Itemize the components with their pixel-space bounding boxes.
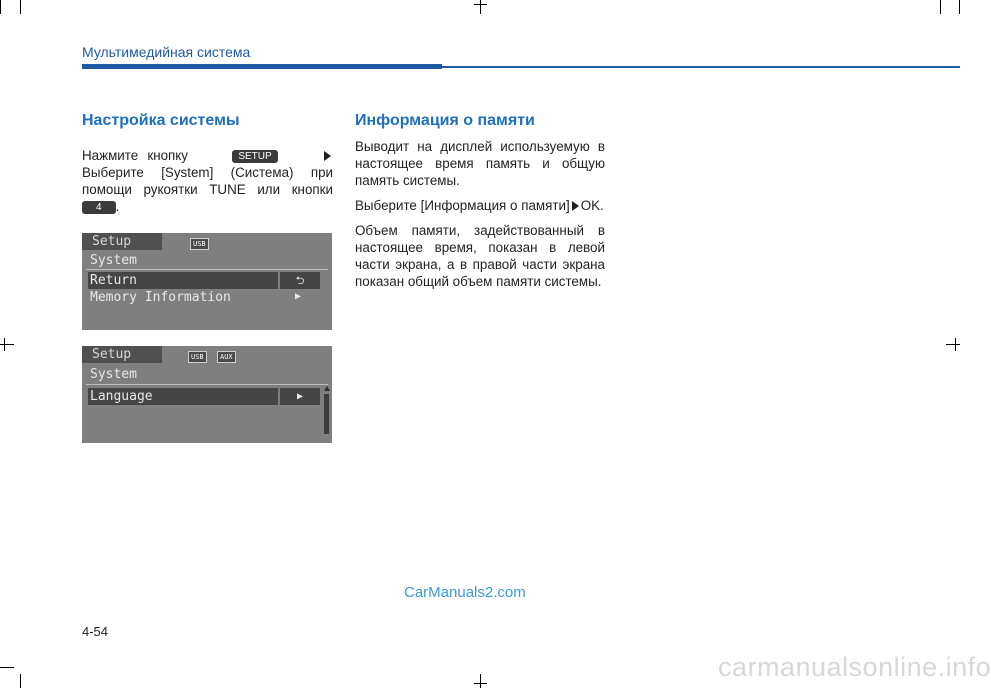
crop-mark xyxy=(0,0,1,14)
crop-mark xyxy=(20,0,21,14)
instruction-text-2: Выберите [System] (Система) при помощи рукоятки TUNE или кнопки xyxy=(82,165,333,197)
usb-tag: USB xyxy=(190,238,209,250)
crop-mark xyxy=(0,344,14,345)
left-paragraph xyxy=(82,147,333,215)
watermark-link[interactable]: CarManuals2.com xyxy=(404,584,526,601)
left-column xyxy=(82,112,333,223)
usb-tag: USB xyxy=(188,351,207,363)
instruction-text: Нажмите кнопку xyxy=(82,148,188,163)
setup-tab: Setup xyxy=(82,233,162,250)
period: . xyxy=(115,199,120,214)
setup-key-badge: SETUP xyxy=(232,150,277,163)
screen-title: System xyxy=(90,253,137,268)
arrow-right-icon xyxy=(324,151,331,161)
chevron-right-icon: ▶ xyxy=(295,291,302,302)
instruction-text: Выберите [Информация о памяти] xyxy=(355,198,570,213)
arrow-right-icon xyxy=(572,201,579,211)
crop-mark xyxy=(480,674,481,688)
memory-instruction xyxy=(355,197,605,214)
display-screen-2 xyxy=(82,346,332,443)
crop-mark xyxy=(940,0,941,14)
crop-mark xyxy=(0,667,14,668)
header-rule xyxy=(82,64,442,69)
crop-mark xyxy=(20,674,21,688)
page-number: 4-54 xyxy=(82,624,109,639)
scrollbar[interactable] xyxy=(324,394,329,434)
section-title: Мультимедийная система xyxy=(82,44,251,60)
memory-details: Объем памяти, задействованный в настоящее время, показан в левой части экрана, а в правой части экрана показан общий объем памяти системы. xyxy=(355,223,605,289)
crop-mark xyxy=(946,344,960,345)
display-screen-1 xyxy=(82,233,332,330)
scroll-up-icon xyxy=(324,386,330,391)
crop-mark xyxy=(4,338,5,351)
chevron-right-icon[interactable]: ▶ xyxy=(280,388,320,405)
crop-mark xyxy=(955,338,956,351)
ok-text: OK. xyxy=(580,198,604,213)
setup-tab: Setup xyxy=(82,346,162,363)
memory-description: Выводит на дисплей используемую в настоящее время память и общую память системы. xyxy=(355,139,605,188)
return-icon[interactable]: ⮌ xyxy=(280,272,320,289)
menu-item-return[interactable]: Return xyxy=(88,272,278,289)
right-column xyxy=(355,112,605,298)
menu-item-memory-information[interactable]: Memory Information xyxy=(90,290,231,305)
left-heading: Настройка системы xyxy=(82,112,240,129)
crop-mark xyxy=(474,4,487,5)
crop-mark xyxy=(474,683,487,684)
aux-tag: AUX xyxy=(217,351,236,363)
right-heading: Информация о памяти xyxy=(355,112,535,129)
screen-title: System xyxy=(90,367,137,382)
crop-mark xyxy=(959,0,960,14)
divider xyxy=(86,269,328,270)
crop-mark xyxy=(480,0,481,14)
header-rule-thin xyxy=(442,66,960,68)
menu-item-language[interactable]: Language xyxy=(88,388,278,405)
key-4-badge: 4 xyxy=(82,201,116,214)
divider xyxy=(86,384,328,385)
footer-watermark: carmanualsonline.info xyxy=(718,652,991,682)
